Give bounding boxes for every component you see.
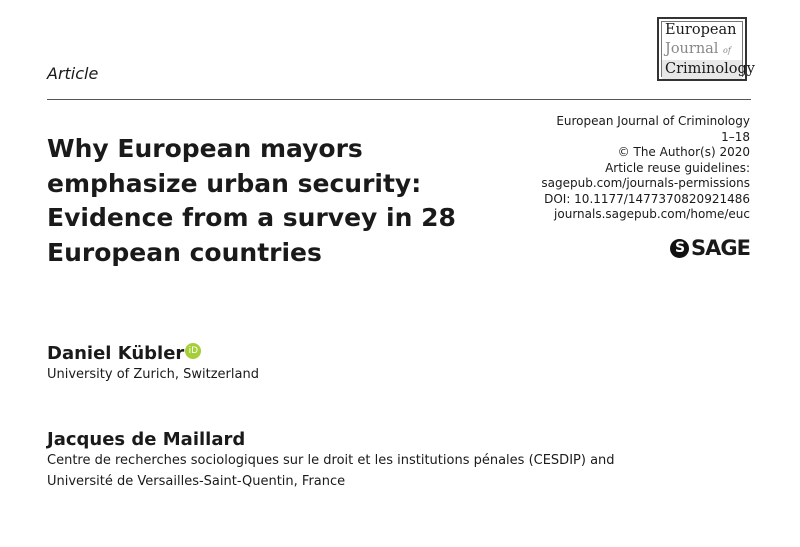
author-name: Jacques de Maillard xyxy=(47,429,246,450)
permissions-link[interactable]: sagepub.com/journals-permissions xyxy=(541,176,750,190)
logo-line: Criminology xyxy=(662,60,742,79)
doi[interactable]: DOI: 10.1177/1477370820921486 xyxy=(544,191,750,206)
sage-s-icon: S xyxy=(670,239,689,258)
divider xyxy=(47,99,751,100)
paper-title: Why European mayors emphasize urban security: Evidence from a survey in 28 European countries xyxy=(47,134,456,267)
author-affiliation: Université de Versailles-Saint-Quentin, France xyxy=(47,474,346,489)
author-affiliation: Centre de recherches sociologiques sur le droit et les institutions pénales (CESDIP) and xyxy=(47,453,615,468)
author-2 xyxy=(47,429,615,492)
journal-logo xyxy=(657,17,755,81)
pages: 1–18 xyxy=(721,129,750,144)
logo-line: Journal of xyxy=(665,41,731,57)
orcid-icon[interactable]: iD xyxy=(185,343,201,359)
logo-line: European xyxy=(665,22,737,38)
copyright: © The Author(s) 2020 xyxy=(617,145,750,159)
journal-name: European Journal of Criminology xyxy=(556,114,750,128)
reuse-label: Article reuse guidelines: xyxy=(605,160,750,175)
sage-logo: S SAGE xyxy=(670,236,750,260)
journal-meta xyxy=(541,114,750,223)
journal-link[interactable]: journals.sagepub.com/home/euc xyxy=(554,207,750,221)
author-affiliation: University of Zurich, Switzerland xyxy=(47,367,259,382)
author-1 xyxy=(47,343,259,385)
article-type: Article xyxy=(47,64,99,83)
author-name: Daniel Kübler xyxy=(47,343,185,364)
